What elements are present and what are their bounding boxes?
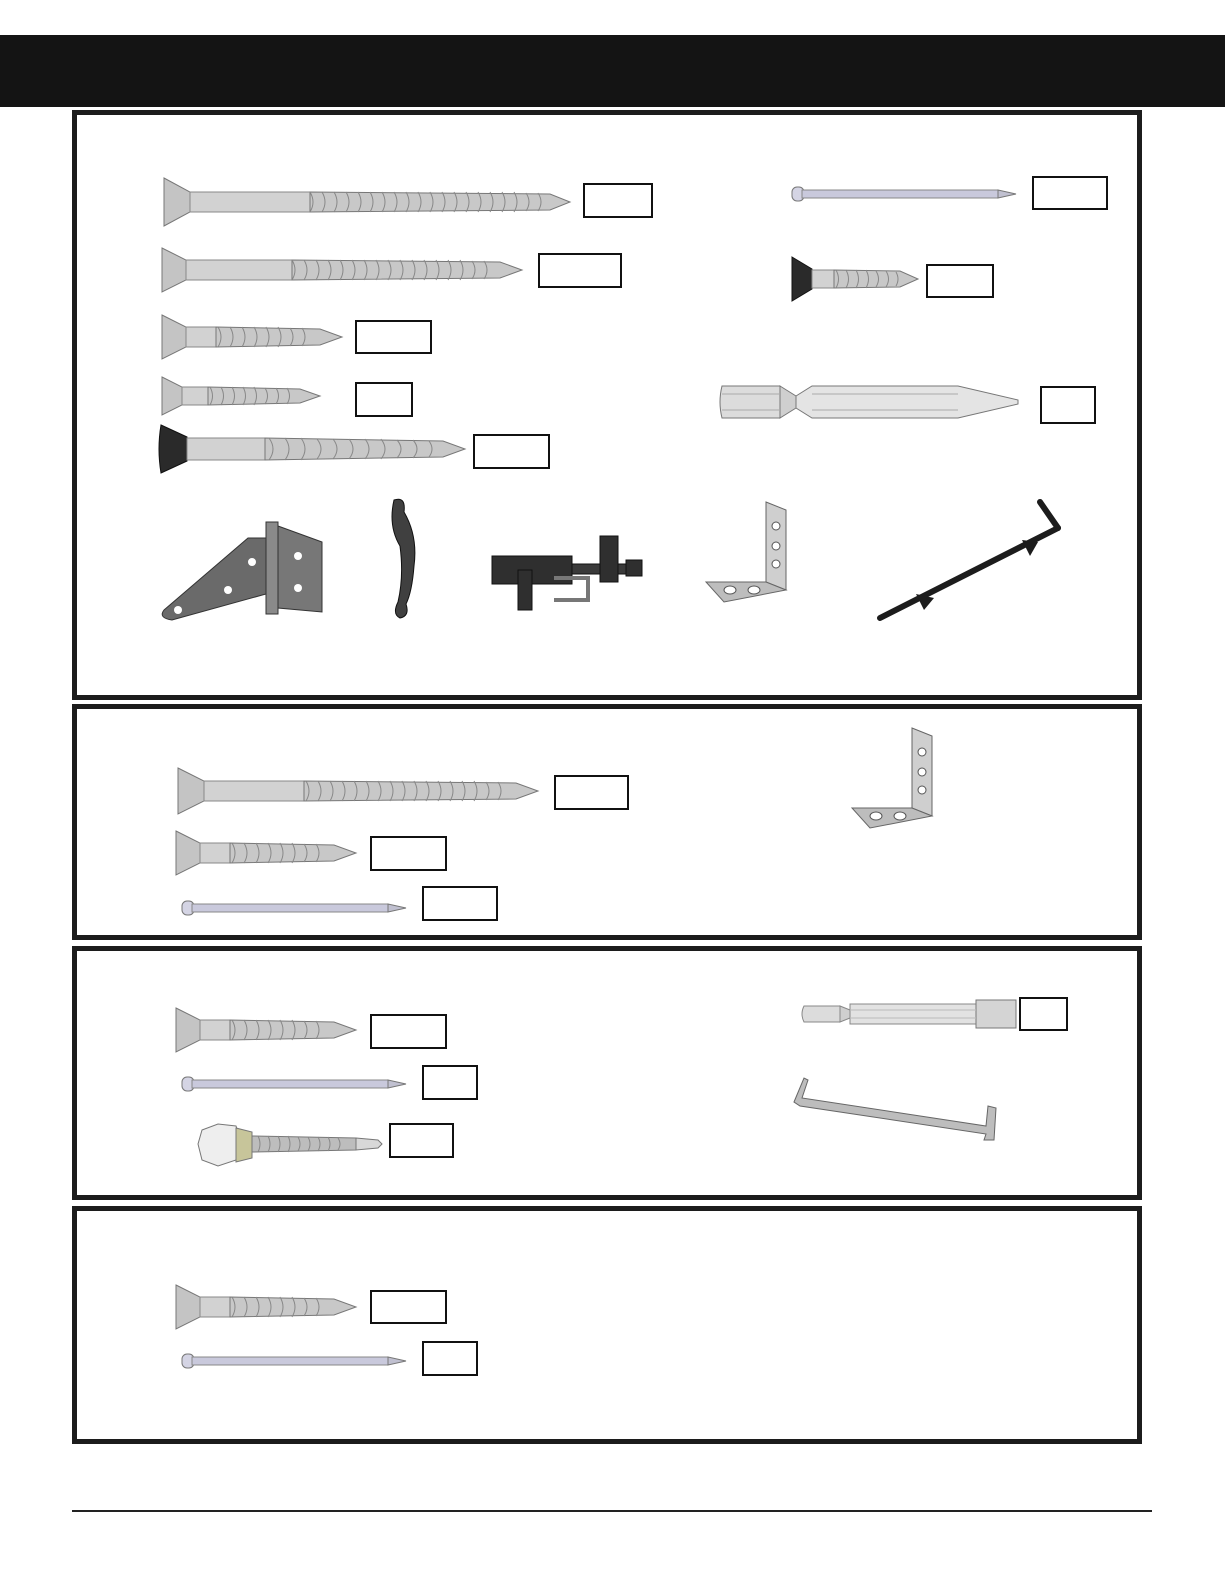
nail-icon (180, 1074, 408, 1094)
part-label-box (355, 320, 432, 354)
nail-icon (180, 898, 408, 918)
part-label-box (554, 775, 629, 810)
short-screw-icon (160, 313, 344, 361)
part-label-box (1032, 176, 1108, 210)
long-deck-screw-icon (176, 766, 540, 816)
part-label-box (370, 1014, 447, 1049)
part-label-box (1019, 997, 1068, 1031)
long-deck-screw-icon (160, 176, 572, 228)
bit-holder-icon (800, 996, 1020, 1032)
hex-head-screw-icon (196, 1120, 386, 1170)
part-label-box (370, 836, 447, 871)
footer-rule (72, 1510, 1152, 1512)
part-label-box (389, 1123, 454, 1158)
hook-bracket-icon (790, 1074, 1000, 1146)
medium-deck-screw-icon (160, 246, 524, 294)
part-label-box (422, 1065, 478, 1100)
black-wood-screw-icon (790, 255, 920, 303)
part-label-box (422, 1341, 478, 1376)
nail-icon (790, 184, 1018, 204)
tee-hinge-icon (158, 516, 326, 622)
gate-handle-icon (384, 496, 424, 620)
driver-bit-icon (718, 380, 1022, 424)
corner-brace-icon (846, 724, 942, 832)
black-head-lag-screw-icon (157, 423, 467, 475)
part-label-box (583, 183, 653, 218)
header-bar (0, 35, 1225, 107)
small-screw-icon (160, 375, 322, 417)
part-label-box (473, 434, 550, 469)
nail-icon (180, 1351, 408, 1371)
part-label-box (422, 886, 498, 921)
part-label-box (355, 382, 413, 417)
part-label-box (926, 264, 994, 298)
cane-bolt-icon (872, 494, 1072, 624)
part-label-box (538, 253, 622, 288)
corner-brace-icon (700, 498, 796, 606)
footer-text (72, 1520, 1152, 1540)
part-label-box (1040, 386, 1096, 424)
short-screw-icon (174, 1006, 358, 1054)
short-screw-icon (174, 1283, 358, 1331)
gate-latch-icon (488, 530, 646, 614)
short-screw-icon (174, 829, 358, 877)
part-label-box (370, 1290, 447, 1324)
